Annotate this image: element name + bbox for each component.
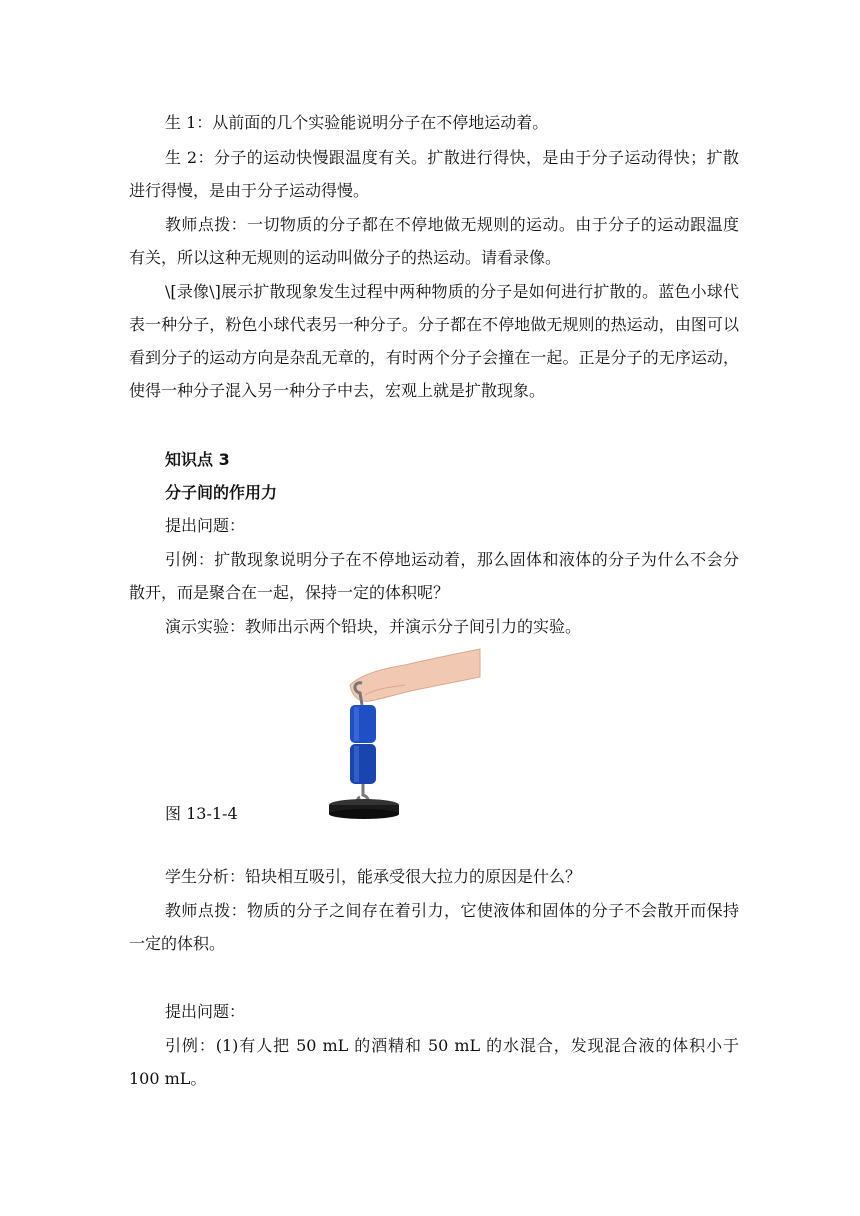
paragraph-video: \[录像\]展示扩散现象发生过程中两种物质的分子是如何进行扩散的。蓝色小球代表一种分子，粉色小球代表另一种分子。分子都在不停地做无规则的热运动，由图可以看到分子的运动方向是杂乱无章的，有时两个分子会撞在一起。正是分子的无序运动，使得一种分子混入另一种分子中去，宏观上就是扩散现象。 xyxy=(129,282,739,400)
paragraph-student-2: 生 2：分子的运动快慢跟温度有关。扩散进行得快，是由于分子运动得快；扩散进行得慢，是由于分子运动得慢。 xyxy=(129,148,739,200)
question-label-1: 提出问题： xyxy=(165,516,246,535)
figure-caption: 图 13-1-4 xyxy=(165,804,238,823)
knowledge-point-label: 知识点 3 xyxy=(165,450,230,469)
upper-lead-block xyxy=(350,705,376,743)
hand-illustration xyxy=(350,649,480,701)
example-1: 引例：扩散现象说明分子在不停地运动着，那么固体和液体的分子为什么不会分散开，而是聚合在一起，保持一定的体积呢？ xyxy=(129,550,739,602)
example-2: 引例：(1)有人把 50 mL 的酒精和 50 mL 的水混合，发现混合液的体积小于 100 mL。 xyxy=(129,1036,739,1088)
teacher-hint-2: 教师点拨：物质的分子之间存在着引力，它使液体和固体的分子不会散开而保持一定的体积。 xyxy=(129,901,739,953)
student-analysis: 学生分析：铅块相互吸引，能承受很大拉力的原因是什么？ xyxy=(165,867,582,886)
lead-blocks-figure xyxy=(320,645,485,820)
paragraph-teacher-hint-1: 教师点拨：一切物质的分子都在不停地做无规则的运动。由于分子的运动跟温度有关，所以这种无规则的运动叫做分子的热运动。请看录像。 xyxy=(129,215,739,267)
lower-lead-block xyxy=(350,744,376,784)
demo-experiment: 演示实验：教师出示两个铅块，并演示分子间引力的实验。 xyxy=(165,617,582,636)
question-label-2: 提出问题： xyxy=(165,1002,246,1021)
section-title: 分子间的作用力 xyxy=(165,483,278,502)
paragraph-student-1: 生 1：从前面的几个实验能说明分子在不停地运动着。 xyxy=(165,113,549,132)
